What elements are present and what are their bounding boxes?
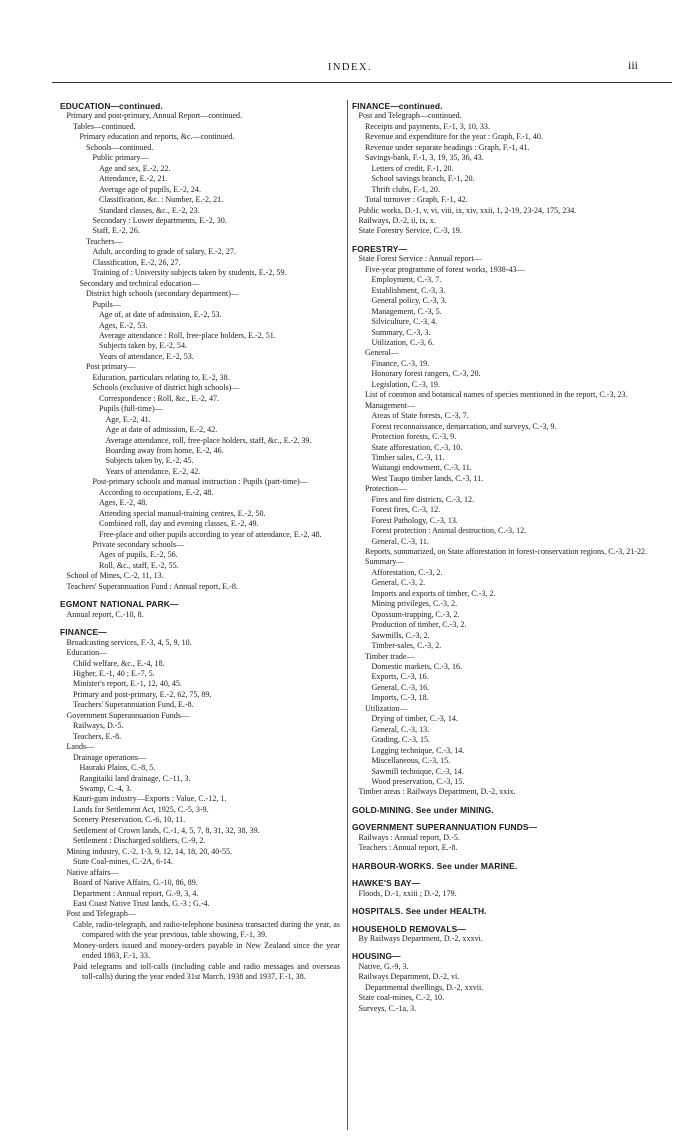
index-entry: Floods, D.-1, xxiii ; D.-2, 179.	[358, 888, 457, 898]
index-entry: Child welfare, &c., E.-4, 18.	[73, 658, 165, 668]
index-entry: Waitangi endowment, C.-3, 11.	[371, 463, 472, 473]
index-entry: Minister's report, E.-1, 12, 40, 45.	[73, 679, 182, 689]
index-entry: Ages, E.-2, 48.	[99, 498, 148, 508]
page-title: INDEX.	[327, 62, 373, 73]
page-number: iii	[627, 58, 638, 72]
index-entry: Sawmills, C.-3, 2.	[371, 630, 430, 640]
index-entry: Tables—continued.	[73, 121, 136, 131]
index-heading: GOLD-MINING. See under MINING.	[352, 804, 494, 815]
header-rule	[52, 82, 672, 83]
index-entry: Production of timber, C.-3, 2.	[371, 620, 467, 630]
index-entry: Average attendance, roll, free-place holders, staff, &c., E.-2, 39.	[105, 435, 312, 445]
index-column-right	[352, 101, 668, 1014]
index-entry: Adult, according to grade of salary, E.-2, 27.	[92, 247, 236, 257]
index-entry: Education—	[66, 648, 108, 658]
index-entry: Public primary—	[92, 153, 149, 163]
index-entry: Miscellaneous, C.-3, 15.	[371, 756, 451, 766]
index-entry: Mining industry, C.-2, 1-3, 9, 12, 14, 18, 20, 40-55.	[66, 846, 233, 856]
index-entry: General, C.-3, 11.	[371, 536, 429, 546]
index-entry: Grading, C.-3, 15.	[371, 735, 431, 745]
index-entry: General, C.-3, 2.	[371, 578, 426, 588]
index-entry: Ages, E.-2, 53.	[99, 320, 148, 330]
index-entry: Hauraki Plains, C.-8, 5.	[79, 763, 156, 773]
index-entry: Teachers' Superannuation Fund : Annual report, E.-8.	[66, 581, 238, 591]
index-heading: FORESTRY—	[352, 243, 408, 254]
index-entry: Average age of pupils, E.-2, 24.	[99, 184, 201, 194]
index-entry: Correspondence : Roll, &c., E.-2, 47.	[99, 393, 220, 403]
index-entry: Surveys, C.-1a, 3.	[358, 1003, 417, 1013]
index-entry: Mining privileges, C.-3, 2.	[371, 599, 458, 609]
index-entry: Post primary—	[86, 362, 136, 372]
index-column-left	[60, 101, 340, 983]
index-entry: Annual report, C.-10, 8.	[66, 609, 144, 619]
index-entry: Railways Department, D.-2, vi.	[358, 972, 460, 982]
index-entry: Thrift clubs, F.-1, 20.	[371, 184, 440, 194]
index-entry: State afforestation, C.-3, 10.	[371, 442, 463, 452]
index-entry: State Coal-mines, C.-2A, 6-14.	[73, 857, 173, 867]
index-entry: State coal-mines, C.-2, 10.	[358, 993, 445, 1003]
index-entry: Railways, D.-2, ii, ix, x.	[358, 215, 436, 225]
index-entry: Rangitaiki land drainage, C.-11, 3.	[79, 773, 191, 783]
index-entry: Broadcasting services, F.-3, 4, 5, 9, 10.	[66, 637, 192, 647]
index-entry: Training of : University subjects taken by students, E.-2, 59.	[92, 268, 287, 278]
index-entry: Employment, C.-3, 7.	[371, 275, 442, 285]
index-entry: Swamp, C.-4, 3.	[79, 784, 132, 793]
index-entry: Age of, at date of admission, E.-2, 53.	[99, 310, 222, 320]
index-entry: Teachers : Annual report, E.-8.	[358, 843, 458, 853]
index-entry: Money-orders issued and money-orders payable in New Zealand since the year ended 1863, F.-1, 33.	[73, 940, 340, 961]
index-heading: FINANCE—	[60, 627, 107, 638]
index-entry: School savings branch, F.-1, 20.	[371, 174, 475, 184]
index-entry: Subjects taken by, E.-2, 54.	[99, 341, 187, 351]
index-entry: Primary and post-primary, Annual Report—continued.	[66, 111, 243, 121]
index-entry: School of Mines, C.-2, 11, 13.	[66, 571, 164, 581]
index-entry: Public works, D.-1, v, vi, viii, ix, xiv, xxii, 1, 2-19, 23-24, 175, 234.	[358, 205, 577, 215]
index-entry: Cable, radio-telegraph, and radio-telephone business transacted during the year, as compared with the year previous, table showing, F.-1, 39.	[73, 919, 340, 940]
column-divider	[347, 100, 348, 1130]
index-entry: Board of Native Affairs, G.-10, 86, 89.	[73, 878, 198, 888]
index-entry: Paid telegrams and toll-calls (including cable and radio messages and overseas toll-calls) during the year ended 31st March, 1938 and 1937, F.-1, 38.	[73, 961, 340, 982]
index-entry: Railways : Annual report, D.-5.	[358, 832, 460, 842]
index-entry: State Forest Service : Annual report—	[358, 254, 482, 264]
index-entry: Wood preservation, C.-3, 15.	[371, 777, 465, 786]
index-heading: HAWKE'S BAY—	[352, 878, 421, 889]
index-entry: Department : Annual report, G.-9, 3, 4.	[73, 888, 199, 898]
index-entry: Forest Pathology, C.-3, 13.	[371, 515, 458, 525]
index-entry: Areas of State forests, C.-3, 7.	[371, 411, 469, 421]
index-entry: Afforestation, C.-3, 2.	[371, 567, 443, 577]
index-entry: Subjects taken by, E.-2, 45.	[105, 456, 194, 466]
index-entry: Drainage operations—	[73, 752, 147, 762]
index-entry: Boarding away from home, E.-2, 46.	[105, 445, 224, 455]
index-entry: Forest protection : Animal destruction, C.-3, 12.	[371, 526, 527, 536]
index-entry: Government Superannuation Funds—	[66, 710, 189, 720]
index-entry: Scenery Preservation, C.-6, 10, 11.	[73, 815, 186, 825]
index-entry: Finance, C.-3, 19.	[371, 358, 430, 368]
index-entry: Protection—	[365, 484, 407, 494]
index-entry: Management, C.-3, 5.	[371, 306, 442, 316]
index-entry: Age and sex, E.-2, 22.	[99, 163, 171, 173]
index-entry: Railways, D.-5.	[73, 721, 124, 731]
index-entry: Native, G.-9, 3.	[358, 961, 409, 971]
index-entry: Fires and fire districts, C.-3, 12.	[371, 494, 475, 504]
index-entry: Secondary : Lower departments, E.-2, 30.	[92, 215, 227, 225]
index-entry: Age, E.-2, 41.	[105, 414, 151, 424]
index-entry: Classification, &c. : Number, E.-2, 21.	[99, 195, 224, 205]
index-entry: Receipts and payments, F.-1, 3, 10, 33.	[365, 121, 490, 131]
index-entry: Drying of timber, C.-3, 14.	[371, 714, 458, 724]
index-entry: Domestic markets, C.-3, 16.	[371, 662, 463, 672]
index-entry: District high schools (secondary department)—	[86, 289, 239, 299]
index-entry: Establishment, C.-3, 3.	[371, 285, 446, 295]
index-entry: Revenue under separate headings : Graph, F.-1, 41.	[365, 142, 530, 152]
index-entry: Honorary forest rangers, C.-3, 20.	[371, 369, 481, 379]
index-entry: Teachers, E.-8.	[73, 731, 122, 741]
index-entry: Protection forests, C.-3, 9.	[371, 432, 457, 442]
index-entry: Higher, E.-1, 40 ; E.-7, 5.	[73, 669, 155, 679]
index-entry: General policy, C.-3, 3.	[371, 296, 447, 306]
index-entry: Post and Telegraph—	[66, 909, 136, 919]
index-entry: Age at date of admission, E.-2, 42.	[105, 425, 218, 435]
index-entry: Departmental dwellings, D.-2, xxvii.	[365, 982, 484, 992]
index-entry: Imports, C.-3, 18.	[371, 693, 429, 703]
index-entry: Native affairs—	[66, 867, 119, 877]
index-heading: HOUSING—	[352, 951, 401, 962]
index-entry: Roll, &c., staff, E.-2, 55.	[99, 560, 179, 570]
index-entry: Forest fires, C.-3, 12.	[371, 505, 441, 515]
index-entry: Summary, C.-3, 3.	[371, 327, 431, 337]
index-entry: Timber areas : Railways Department, D.-2, xxix.	[358, 787, 516, 797]
index-entry: Free-place and other pupils according to year of attendance, E.-2, 48.	[99, 529, 322, 539]
index-entry: Legislation, C.-3, 19.	[371, 379, 440, 389]
index-entry: Summary—	[365, 557, 405, 567]
index-entry: General, C.-3, 13.	[371, 724, 430, 734]
index-entry: State Forestry Service, C.-3, 19.	[358, 226, 462, 236]
index-entry: Opossum-trapping, C.-3, 2.	[371, 609, 460, 619]
index-entry: Ages of pupils, E.-2, 56.	[99, 550, 178, 560]
index-entry: Pupils (full-time)—	[99, 404, 163, 414]
index-entry: Attending special manual-training centres, E.-2, 50.	[99, 508, 266, 518]
index-heading: FINANCE—continued.	[352, 101, 443, 111]
index-entry: Years of attendance, E.-2, 42.	[105, 466, 201, 476]
index-heading: HOUSEHOLD REMOVALS—	[352, 923, 466, 934]
index-entry: Pupils—	[92, 299, 121, 309]
index-entry: Silviculture, C.-3, 4.	[371, 317, 438, 327]
index-heading: GOVERNMENT SUPERANNUATION FUNDS—	[352, 822, 538, 833]
index-entry: Teachers' Superannuation Fund, E.-8.	[73, 700, 194, 710]
index-entry: Reports, summarized, on State afforestation in forest-conservation regions, C.-3, 21-22.	[365, 547, 648, 557]
index-entry: Management—	[365, 400, 416, 410]
index-entry: Utilization, C.-3, 6.	[371, 337, 435, 347]
index-entry: Sawmill technique, C.-3, 14.	[371, 766, 464, 776]
index-entry: Schools (exclusive of district high schools)—	[92, 383, 240, 393]
index-entry: Revenue and expenditure for the year : Graph, F.-1, 40.	[365, 132, 543, 142]
index-entry: Five-year programme of forest works, 1938-43—	[365, 264, 525, 274]
index-entry: Settlement : Discharged soldiers, C.-9, 2.	[73, 836, 206, 846]
index-entry: Primary education and reports, &c.—continued.	[79, 132, 235, 142]
index-entry: By Railways Department, D.-2, xxxvi.	[358, 933, 483, 943]
index-heading: EGMONT NATIONAL PARK—	[60, 599, 179, 610]
page-header	[0, 58, 700, 78]
index-entry: According to occupations, E.-2, 48.	[99, 487, 214, 497]
index-entry: General, C.-3, 16.	[371, 682, 430, 692]
index-entry: Classification, E.-2, 26, 27.	[92, 257, 181, 267]
index-entry: Timber-sales, C.-3, 2.	[371, 641, 442, 651]
index-entry: Utilization—	[365, 703, 408, 713]
index-entry: Exports, C.-3, 16.	[371, 672, 429, 682]
index-entry: Kauri-gum industry—Exports : Value, C.-12, 1.	[73, 794, 227, 804]
index-entry: Logging technique, C.-3, 14.	[371, 745, 465, 755]
index-entry: Lands for Settlement Act, 1925, C.-5, 3-9.	[73, 804, 209, 814]
index-entry: Letters of credit, F.-1, 20.	[371, 163, 454, 173]
index-entry: East Coast Native Trust lands, G.-3 ; G.-4.	[73, 898, 210, 908]
index-entry: Post-primary schools and manual instruction : Pupils (part-time)—	[92, 477, 308, 487]
index-entry: Attendance, E.-2, 21.	[99, 174, 168, 184]
index-heading: HOSPITALS. See under HEALTH.	[352, 906, 487, 917]
index-entry: Imports and exports of timber, C.-3, 2.	[371, 588, 496, 598]
index-entry: List of common and botanical names of species mentioned in the report, C.-3, 23.	[365, 390, 628, 400]
index-entry: Standard classes, &c., E.-2, 23.	[99, 205, 200, 215]
index-entry: General—	[365, 348, 399, 358]
index-heading: HARBOUR-WORKS. See under MARINE.	[352, 860, 518, 871]
index-entry: Timber trade—	[365, 651, 415, 661]
index-entry: Timber sales, C.-3, 11.	[371, 452, 445, 462]
index-entry: Teachers—	[86, 236, 123, 246]
index-entry: Forest reconnaissance, demarcation, and surveys, C.-3, 9.	[371, 421, 557, 431]
index-entry: Savings-bank, F.-1, 3, 19, 35, 36, 43.	[365, 153, 484, 163]
index-entry: Total turnover : Graph, F.-1, 42.	[365, 195, 468, 205]
index-entry: Settlement of Crown lands, C.-1, 4, 5, 7, 8, 31, 32, 38, 39.	[73, 825, 260, 835]
index-entry: Years of attendance, E.-2, 53.	[99, 351, 194, 361]
index-entry: West Taupo timber lands, C.-3, 11.	[371, 473, 484, 483]
index-entry: Lands—	[66, 742, 95, 752]
index-entry: Primary and post-primary, E.-2, 62, 75, 89.	[73, 689, 212, 699]
index-entry: Education, particulars relating to, E.-2, 38.	[92, 372, 230, 382]
index-entry: Schools—continued.	[86, 142, 154, 152]
index-entry: Combined roll, day and evening classes, E.-2, 49.	[99, 519, 259, 529]
index-entry: Secondary and technical education—	[79, 278, 200, 288]
index-entry: Average attendance : Roll, free-place holders, E.-2, 51.	[99, 330, 276, 340]
index-entry: Private secondary schools—	[92, 540, 185, 550]
index-entry: Post and Telegraph—continued.	[358, 111, 462, 121]
index-entry: Staff, E.-2, 26.	[92, 226, 140, 236]
index-heading: EDUCATION—continued.	[60, 101, 163, 111]
